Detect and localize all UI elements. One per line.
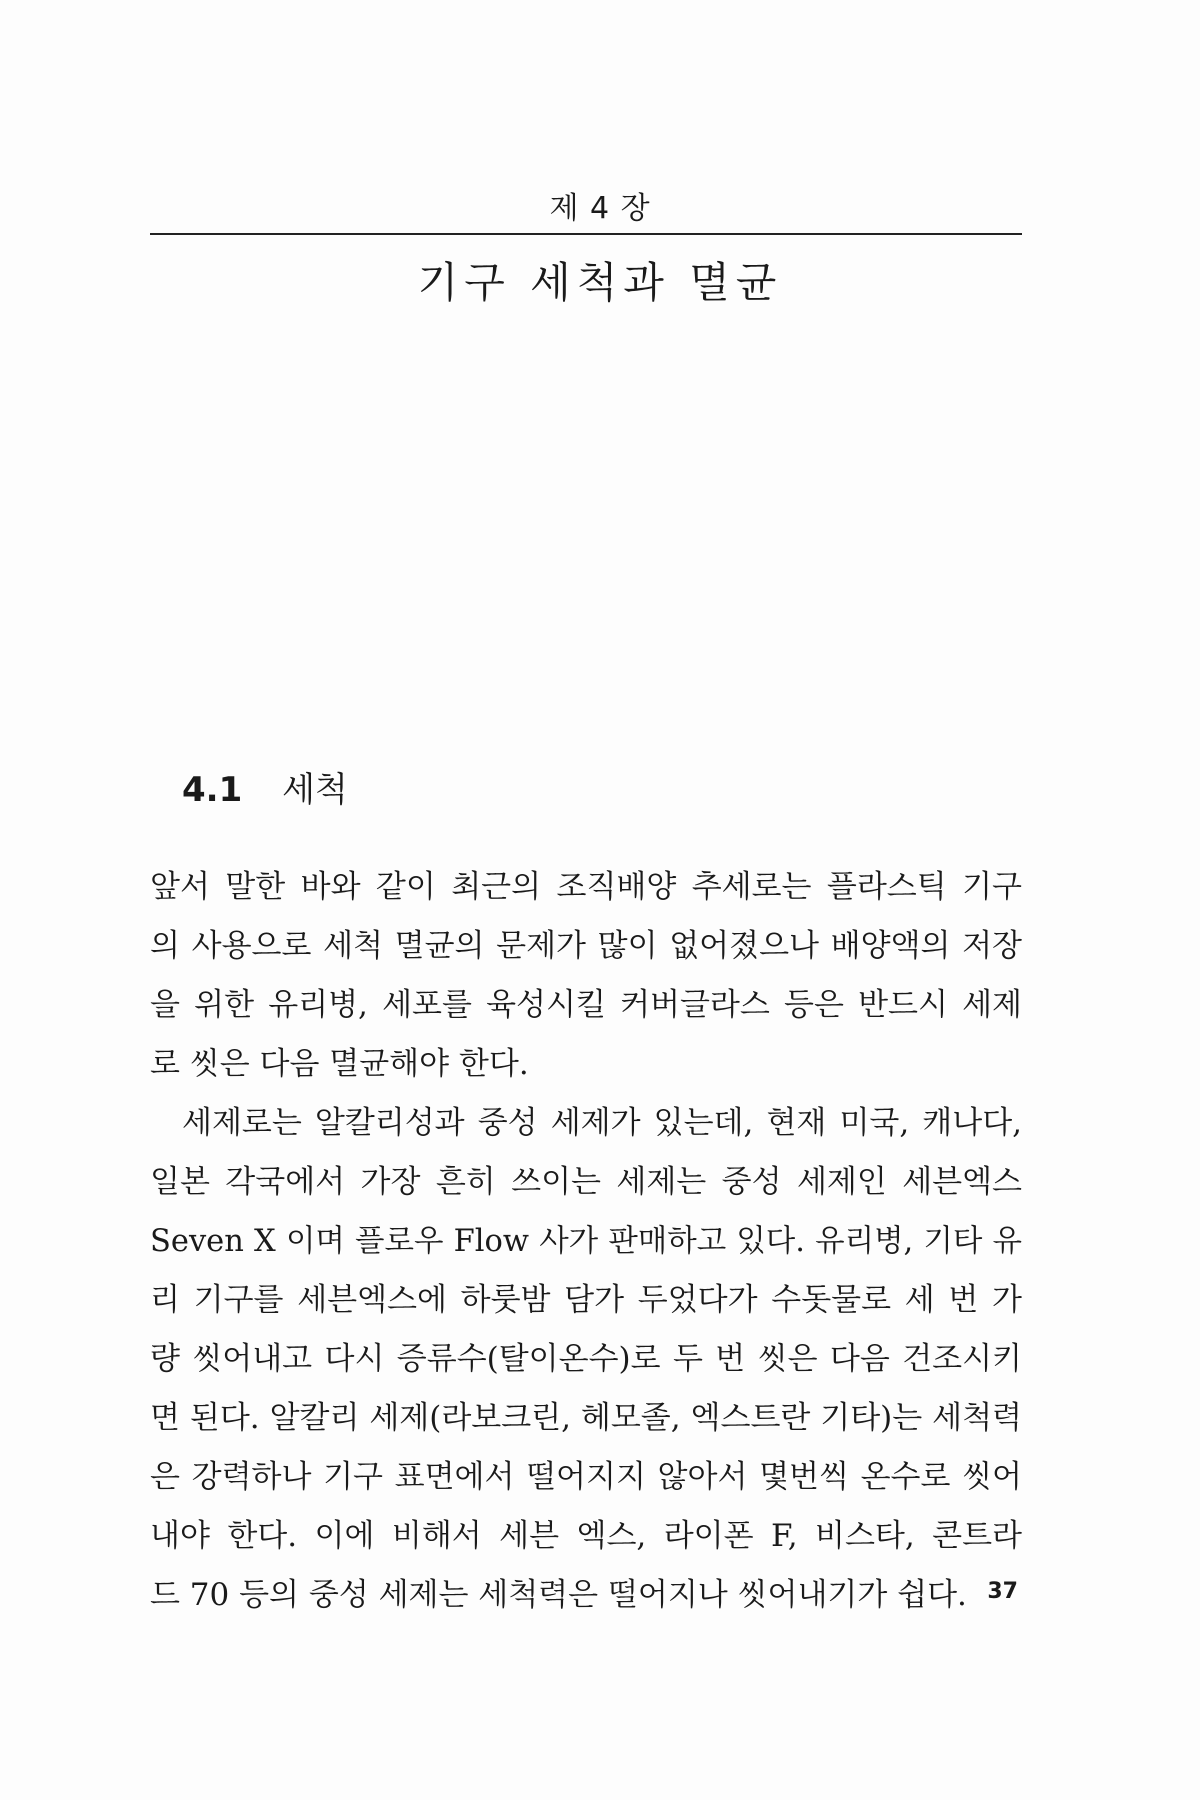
text-line: 을 위한 유리병, 세포를 육성시킬 커버글라스 등은 반드시 세제 — [150, 987, 1022, 1023]
text-line: 리 기구를 세븐엑스에 하룻밤 담가 두었다가 수돗물로 세 번 가 — [150, 1282, 1022, 1318]
text-line: 드 70 등의 중성 세제는 세척력은 떨어지나 씻어내기가 쉽다. — [150, 1577, 967, 1613]
paragraph-2 — [150, 1094, 1022, 1625]
text-line: 내야 한다. 이에 비해서 세븐 엑스, 라이폰 F, 비스타, 콘트라 — [150, 1518, 1022, 1554]
chapter-label: 제 4 장 — [549, 191, 651, 226]
text-line: 앞서 말한 바와 같이 최근의 조직배양 추세로는 플라스틱 기구 — [150, 869, 1022, 905]
text-line: 의 사용으로 세척 멸균의 문제가 많이 없어졌으나 배양액의 저장 — [150, 928, 1022, 964]
text-line: 량 씻어내고 다시 증류수(탈이온수)로 두 번 씻은 다음 건조시키 — [150, 1341, 1022, 1377]
paragraph-1 — [150, 858, 1022, 1094]
page-number: 37 — [987, 1579, 1018, 1604]
body-text — [150, 858, 1022, 1625]
text-line: 일본 각국에서 가장 흔히 쓰이는 세제는 중성 세제인 세븐엑스 — [150, 1164, 1022, 1200]
section-number: 4.1 — [182, 770, 243, 810]
section-heading — [182, 762, 348, 811]
chapter-divider — [150, 233, 1022, 235]
chapter-title: 기구 세척과 멸균 — [417, 258, 783, 307]
text-line: 은 강력하나 기구 표면에서 떨어지지 않아서 몇번씩 온수로 씻어 — [150, 1459, 1022, 1495]
section-title: 세척 — [282, 770, 348, 810]
text-line: 세제로는 알칼리성과 중성 세제가 있는데, 현재 미국, 캐나다, — [182, 1105, 1022, 1141]
text-line: Seven X 이며 플로우 Flow 사가 판매하고 있다. 유리병, 기타 유 — [150, 1224, 1022, 1259]
text-line: 면 된다. 알칼리 세제(라보크린, 헤모졸, 엑스트란 기타)는 세척력 — [150, 1400, 1022, 1436]
text-line: 로 씻은 다음 멸균해야 한다. — [150, 1046, 529, 1082]
